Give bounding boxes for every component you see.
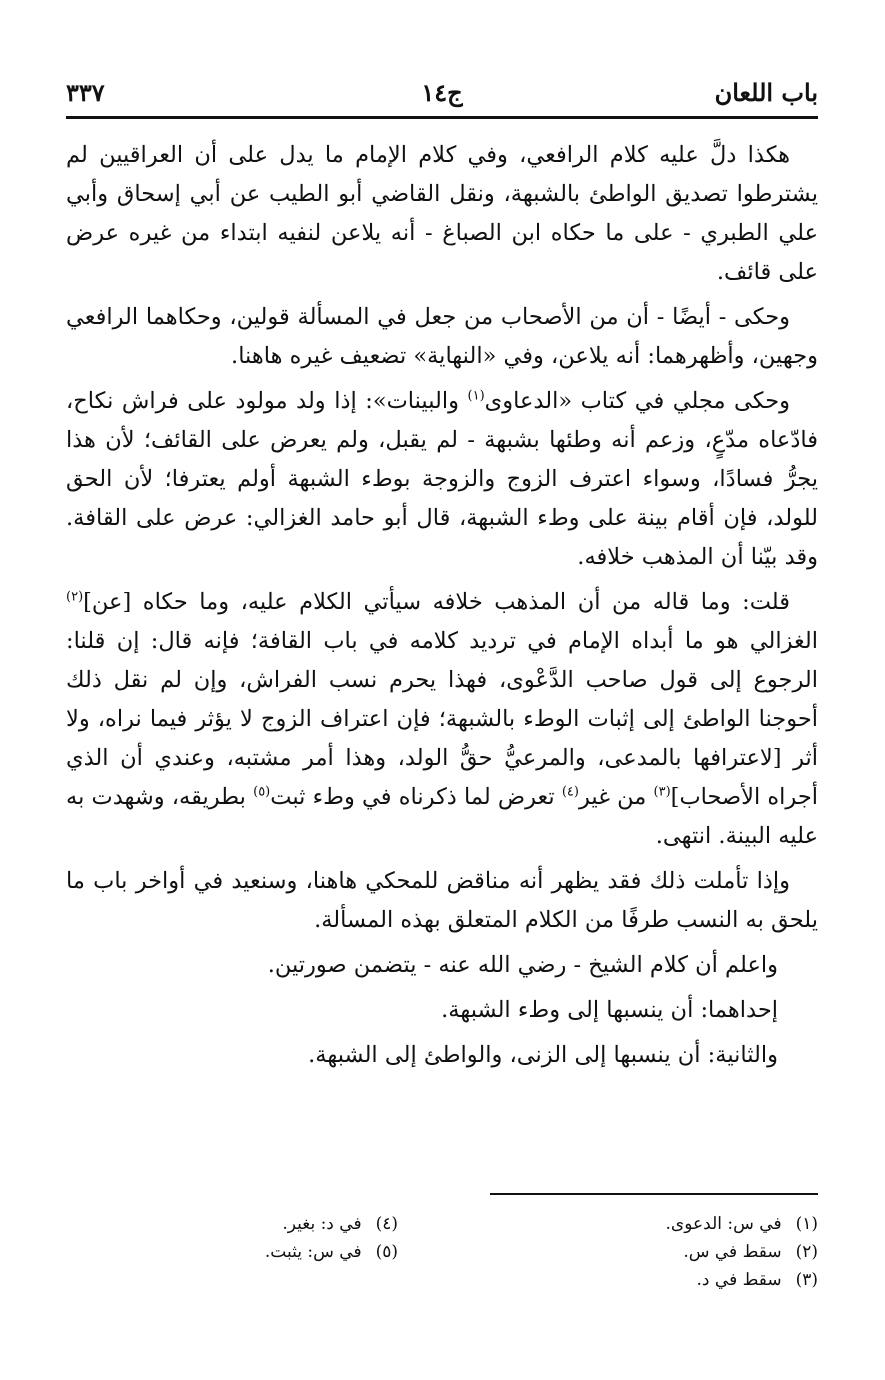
paragraph-text: قلت: وما قاله من أن المذهب خلافه سيأتي الكلام عليه، وما حكاه [عن]: [83, 589, 790, 615]
footnote-item: [66, 1210, 398, 1238]
paragraph: [66, 1036, 778, 1075]
footnote-text: سقط في س.: [683, 1242, 782, 1262]
footnote-divider: [490, 1193, 818, 1195]
footnote-item: [66, 1238, 398, 1266]
footnote-text: في س: يثبت.: [264, 1242, 362, 1262]
footnote-text: في د: بغير.: [282, 1214, 362, 1234]
footnote-number: (٤): [375, 1214, 398, 1234]
paragraph-text: واعلم أن كلام الشيخ - رضي الله عنه - يتضمن صورتين.: [267, 952, 778, 978]
header-divider: [66, 116, 818, 119]
paragraph: [66, 298, 818, 376]
footnote-text: في س: الدعوى.: [665, 1214, 782, 1234]
page-header: [66, 70, 818, 114]
footnote-item: [458, 1238, 818, 1266]
footnote-item: [458, 1210, 818, 1238]
footnote-number: (١): [795, 1214, 818, 1234]
main-text: [66, 136, 818, 1075]
paragraph-text: وحكى مجلي في كتاب «الدعاوى: [484, 388, 790, 414]
footnote-marker: (٢): [66, 589, 84, 605]
footnotes-left-column: [66, 1210, 398, 1266]
paragraph-text: والثانية: أن ينسبها إلى الزنى، والواطئ إلى الشبهة.: [308, 1042, 778, 1068]
footnote-number: (٢): [795, 1242, 818, 1262]
footnote-text: سقط في د.: [696, 1270, 782, 1290]
paragraph-text: وحكى - أيضًا - أن من الأصحاب من جعل في المسألة قولين، وحكاهما الرافعي وجهين، وأظهرهما: أنه يلاعن، وفي «النهاية» تضعيف غيره هاهنا.: [66, 304, 818, 369]
paragraph-text: تعرض لما ذكرناه في وطء ثبت: [270, 784, 562, 810]
footnote-marker: (٣): [653, 784, 671, 800]
volume-label: ج١٤: [421, 78, 463, 107]
paragraph-text: من غير: [578, 784, 654, 810]
footnote-item: [458, 1266, 818, 1294]
footnote-number: (٥): [375, 1242, 398, 1262]
footnote-marker: (٥): [253, 784, 271, 800]
footnotes-right-column: [458, 1210, 818, 1294]
chapter-title: باب اللعان: [714, 78, 818, 107]
paragraph: [66, 583, 818, 856]
paragraph-text: والبينات»: إذا ولد مولود على فراش نكاح، فادّعاه مدّعٍ، وزعم أنه وطئها بشبهة - لم يقبل، ولم يعرض على القائف؛ لأن هذا يجرُّ فسادًا، وسواء اعترف الزوج والزوجة بوطء الشبهة أولم يعترفا؛ لأن الحق للولد، فإن أقام بينة على وطء الشبهة، قال أبو حامد الغزالي: عرض على القافة. وقد بيّنا أن المذهب خلافه.: [66, 388, 818, 570]
page-number: ٣٣٧: [66, 78, 105, 107]
footnote-number: (٣): [795, 1270, 818, 1290]
paragraph: [66, 382, 818, 577]
paragraph: [66, 946, 778, 985]
paragraph-text: بطريقه، وشهدت به عليه البينة. انتهى.: [66, 784, 818, 849]
paragraph-text: الغزالي هو ما أبداه الإمام في ترديد كلامه في باب القافة؛ فإنه قال: إن قلنا: الرجوع إلى قول صاحب الدَّعْوى، فهذا يحرم نسب الفراش، وإن لم نقل ذلك أحوجنا الواطئ إلى إثبات الوطء بالشبهة؛ فإن اعتراف الزوج لا يؤثر فيما نراه، ولا أثر [لاعترافها بالمدعى، والمرعيُّ حقُّ الولد، وهذا أمر مشتبه، وعندي أن الذي أجراه الأصحاب]: [66, 628, 819, 810]
paragraph: [66, 991, 778, 1030]
paragraph: [66, 136, 818, 292]
paragraph-text: وإذا تأملت ذلك فقد يظهر أنه مناقض للمحكي هاهنا، وسنعيد في أواخر باب ما يلحق به النسب طرفًا من الكلام المتعلق بهذه المسألة.: [66, 868, 818, 933]
paragraph: [66, 862, 818, 940]
footnote-marker: (١): [467, 388, 485, 404]
paragraph-text: هكذا دلَّ عليه كلام الرافعي، وفي كلام الإمام ما يدل على أن العراقيين لم يشترطوا تصديق الواطئ بالشبهة، ونقل القاضي أبو الطيب عن أبي إسحاق وأبي علي الطبري - على ما حكاه ابن الصباغ - أنه يلاعن لنفيه ابتداء من غيره عرض على قائف.: [66, 142, 818, 285]
footnote-marker: (٤): [561, 784, 579, 800]
paragraph-text: إحداهما: أن ينسبها إلى وطء الشبهة.: [441, 997, 778, 1023]
